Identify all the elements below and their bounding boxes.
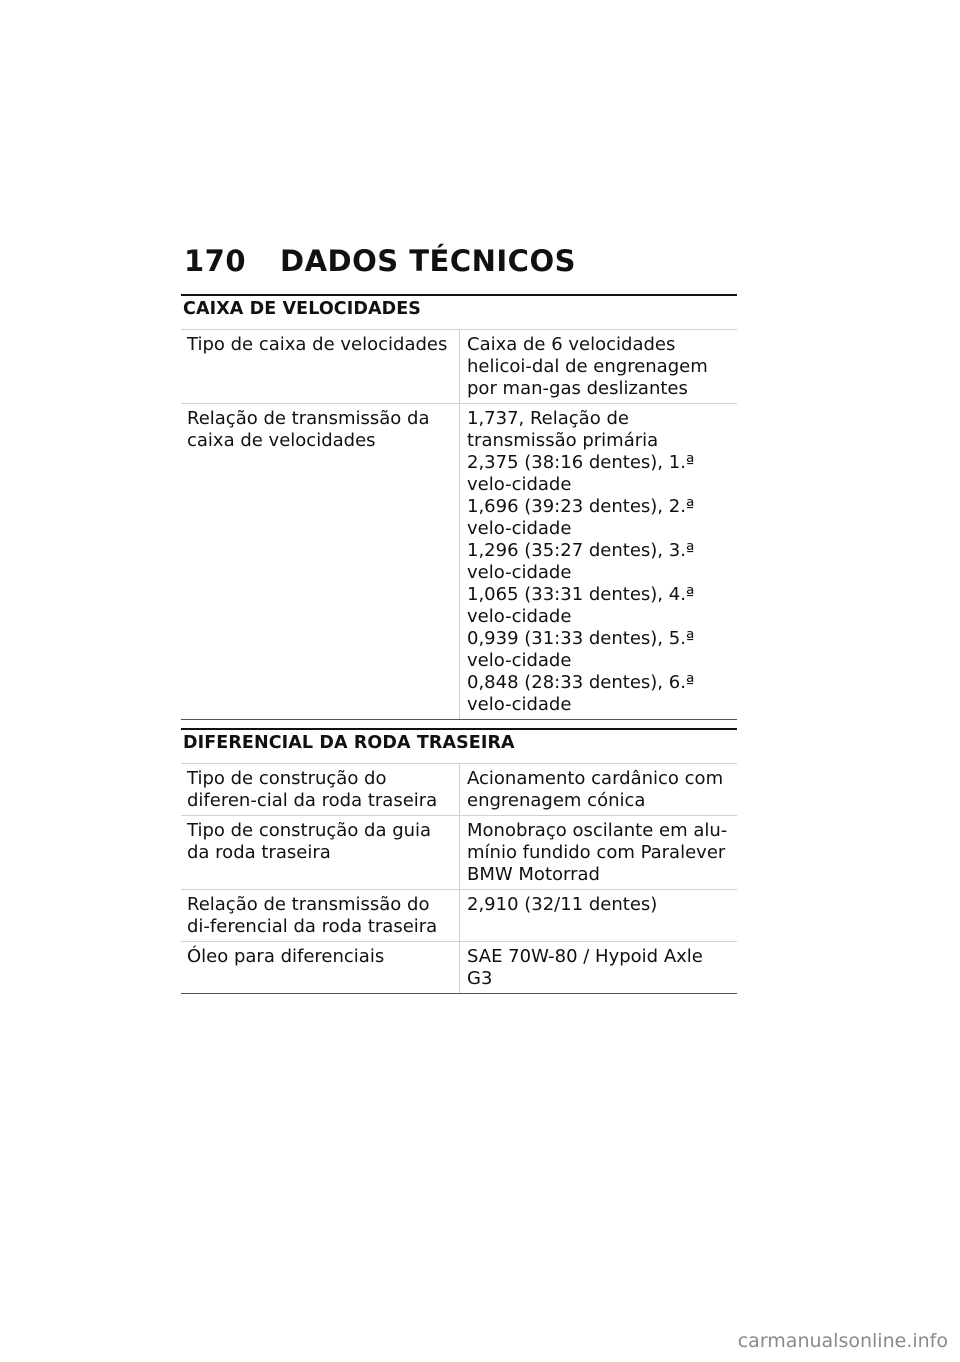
- table-row: [181, 330, 737, 404]
- spec-value: [460, 816, 738, 890]
- spec-key: Relação de transmissão da caixa de velocidades: [181, 404, 460, 720]
- table-row: [181, 942, 737, 994]
- page-number: 170: [184, 244, 247, 278]
- table-row: [181, 890, 737, 942]
- spec-table: [181, 763, 737, 994]
- watermark: carmanualsonline.info: [737, 1330, 948, 1352]
- section-title: DIFERENCIAL DA RODA TRASEIRA: [183, 733, 515, 753]
- spec-value: [460, 404, 738, 720]
- page-header: [184, 244, 576, 278]
- spec-key: Relação de transmissão do di-ferencial da roda traseira: [181, 890, 460, 942]
- spec-value-line: 2,375 (38:16 dentes), 1.ª velo-cidade: [467, 452, 695, 495]
- section-rear-differential: [181, 728, 737, 994]
- spec-value-line: 0,939 (31:33 dentes), 5.ª velo-cidade: [467, 628, 695, 671]
- spec-value-line: 1,737, Relação de transmissão primária: [467, 408, 659, 451]
- spec-key: Tipo de caixa de velocidades: [181, 330, 460, 404]
- section-title: CAIXA DE VELOCIDADES: [183, 299, 422, 319]
- spec-value-line: 2,910 (32/11 dentes): [467, 894, 658, 915]
- spec-value-line: 1,696 (39:23 dentes), 2.ª velo-cidade: [467, 496, 695, 539]
- spec-value-line: 0,848 (28:33 dentes), 6.ª velo-cidade: [467, 672, 695, 715]
- spec-value: [460, 764, 738, 816]
- spec-key: Tipo de construção da guia da roda traseira: [181, 816, 460, 890]
- table-row: [181, 404, 737, 720]
- section-divider: [181, 728, 737, 730]
- spec-table: [181, 329, 737, 720]
- spec-value-line: SAE 70W-80 / Hypoid Axle G3: [467, 946, 703, 989]
- spec-value-line: Caixa de 6 velocidades helicoi-dal de engrenagem por man-gas deslizantes: [467, 334, 708, 399]
- spec-value: [460, 942, 738, 994]
- spec-value-line: Acionamento cardânico com engrenagem cónica: [467, 768, 724, 811]
- page-title: DADOS TÉCNICOS: [280, 244, 576, 278]
- spec-value: [460, 330, 738, 404]
- table-row: [181, 764, 737, 816]
- table-row: [181, 816, 737, 890]
- spec-value: [460, 890, 738, 942]
- section-gearbox: [181, 294, 737, 720]
- spec-value-line: 1,065 (33:31 dentes), 4.ª velo-cidade: [467, 584, 695, 627]
- section-divider: [181, 294, 737, 296]
- spec-key: Tipo de construção do diferen-cial da roda traseira: [181, 764, 460, 816]
- spec-value-line: 1,296 (35:27 dentes), 3.ª velo-cidade: [467, 540, 695, 583]
- spec-key: Óleo para diferenciais: [181, 942, 460, 994]
- spec-value-line: Monobraço oscilante em alu-mínio fundido com Paralever BMW Motorrad: [467, 820, 728, 885]
